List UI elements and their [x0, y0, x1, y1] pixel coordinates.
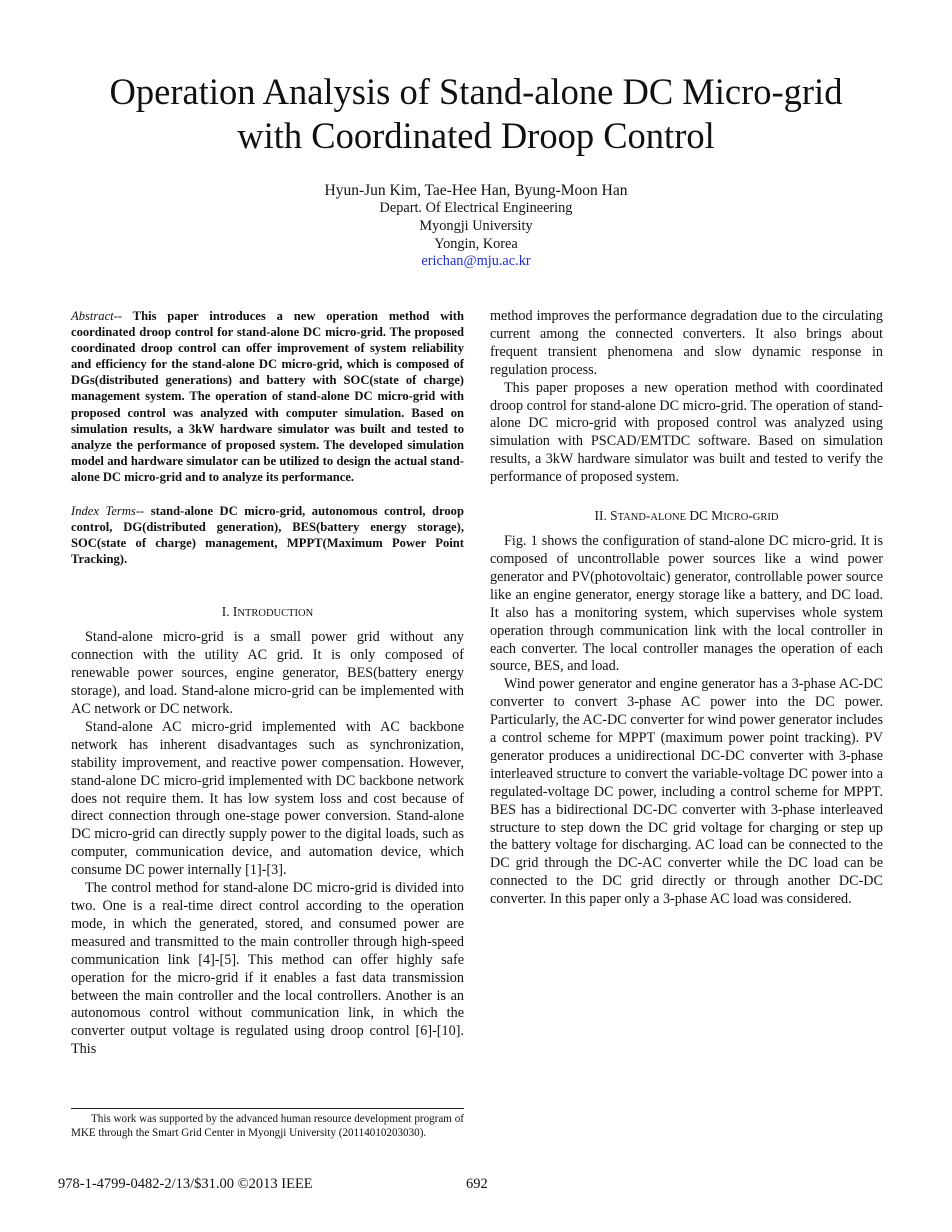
paragraph: method improves the performance degradation due to the circulating current among the connected converters. It also brings about frequent transient phenomena and slow dynamic response in regulation process. [490, 308, 883, 378]
index-terms [71, 503, 464, 567]
footnote: This work was supported by the advanced human resource development program of MKE through the Smart Grid Center in Myongji University (20114010203030). [71, 1113, 464, 1139]
university: Myongji University [419, 217, 533, 234]
paper-title [0, 70, 952, 158]
paragraph: Stand-alone AC micro-grid implemented with AC backbone network has inherent disadvantages such as synchronization, stability improvement, and reactive power compensation. However, stand-alone DC micro-grid implemented with DC backbone network does not require them. It has low system loss and cost because of direct connection through one-stage power conversion. Stand-alone DC micro-grid can directly supply power to the digital loads, such as computer, communication device, and automation device, which consume DC power internally [1]-[3]. [71, 718, 464, 879]
left-column [71, 308, 464, 1059]
email-link[interactable]: erichan@mju.ac.kr [421, 253, 531, 270]
index-terms-text: stand-alone DC micro-grid, autonomous control, droop control, DG(distributed generation), BES(battery energy storage), SOC(state of charge) management, MPPT(Maximum Power Point Tracking). [71, 504, 464, 567]
abstract-text: This paper introduces a new operation method with coordinated droop control for stand-alone DC micro-grid. The proposed coordinated droop control can offer improvement of system reliability and efficiency for the stand-alone DC micro-grid, which is composed of DGs(distributed generations) and battery with SOC(state of charge) management system. The operation of stand-alone DC micro-grid with proposed control was analyzed with computer simulation. Based on simulation results, a 3kW hardware simulator was built and tested to analyze the performance of proposed system. The developed simulation model and hardware simulator can be utilized to design the actual stand-alone DC micro-grid and to analyze its performance. [71, 309, 464, 484]
section-heading-dc-micro-grid: II. STAND-ALONE DC MICRO-GRID [594, 508, 779, 524]
right-column [490, 308, 883, 909]
page-number: 692 [466, 1176, 488, 1192]
abstract [71, 308, 464, 485]
paragraph: The control method for stand-alone DC micro-grid is divided into two. One is a real-time direct control according to the operation mode, in which the generated, stored, and consumed power are measured and transmitted to the main controller through high-speed communication link [4]-[5]. This method can offer highly safe operation for the micro-grid if it enables a fast data transmission between the main controller and the local controllers. Another is an autonomous control without communication link, in which the converter output voltage is regulated using droop control [6]-[10]. This [71, 880, 464, 1058]
department: Depart. Of Electrical Engineering [379, 200, 573, 216]
title-line-2: with Coordinated Droop Control [237, 115, 715, 156]
footnote-divider [71, 1108, 464, 1109]
paragraph: Stand-alone micro-grid is a small power grid without any connection with the utility AC grid. It is only composed of renewable power sources, engine generator, BES(battery energy storage), and load. Stand-alone micro-grid can be implemented with AC network or DC network. [71, 629, 464, 718]
authors: Hyun-Jun Kim, Tae-Hee Han, Byung-Moon Han [324, 182, 628, 199]
paragraph: Fig. 1 shows the configuration of stand-alone DC micro-grid. It is composed of uncontrollable power sources like a wind power generator and PV(photovoltaic) generator, controllable power source like an engine generator, energy storage like a battery, and DC load. It also has a monitoring system, which supervises whole system operation through communication link with the local controller in each converter. The local controller manages the operation of each source, BES, and load. [490, 533, 883, 675]
index-terms-label: Index Terms-- [71, 504, 145, 519]
paragraph: This paper proposes a new operation method with coordinated droop control for stand-alone DC micro-grid. The operation of stand-alone DC micro-grid with proposed control was analyzed using simulation with PSCAD/EMTDC software. Based on simulation results, a 3kW hardware simulator was built and tested to verify the performance of proposed system. [490, 379, 883, 486]
paragraph: Wind power generator and engine generator has a 3-phase AC-DC converter to convert 3-phase AC power into the DC power. Particularly, the AC-DC converter for wind power generator includes a control scheme for MPPT (maximum power point tracking). PV generator produces a unidirectional DC-DC converter with 3-phase interleaved structure to convert the variable-voltage DC power into a regulated-voltage DC power, including a control scheme for MPPT. BES has a bidirectional DC-DC converter with 3-phase interleaved structure to step down the DC grid voltage for charging or step up the battery voltage for discharging. AC load can be connected to the DC grid through the DC-AC converter while the DC load can be connected to the DC grid directly or through another DC-DC converter. In this paper only a 3-phase AC load was considered. [490, 676, 883, 908]
location: Yongin, Korea [434, 235, 518, 252]
footer-copyright: 978-1-4799-0482-2/13/$31.00 ©2013 IEEE [58, 1176, 313, 1192]
title-line-1: Operation Analysis of Stand-alone DC Micro-grid [109, 71, 843, 112]
affiliation [0, 200, 952, 271]
abstract-label: Abstract-- [71, 309, 123, 323]
section-heading-introduction: I. INTRODUCTION [221, 604, 314, 620]
